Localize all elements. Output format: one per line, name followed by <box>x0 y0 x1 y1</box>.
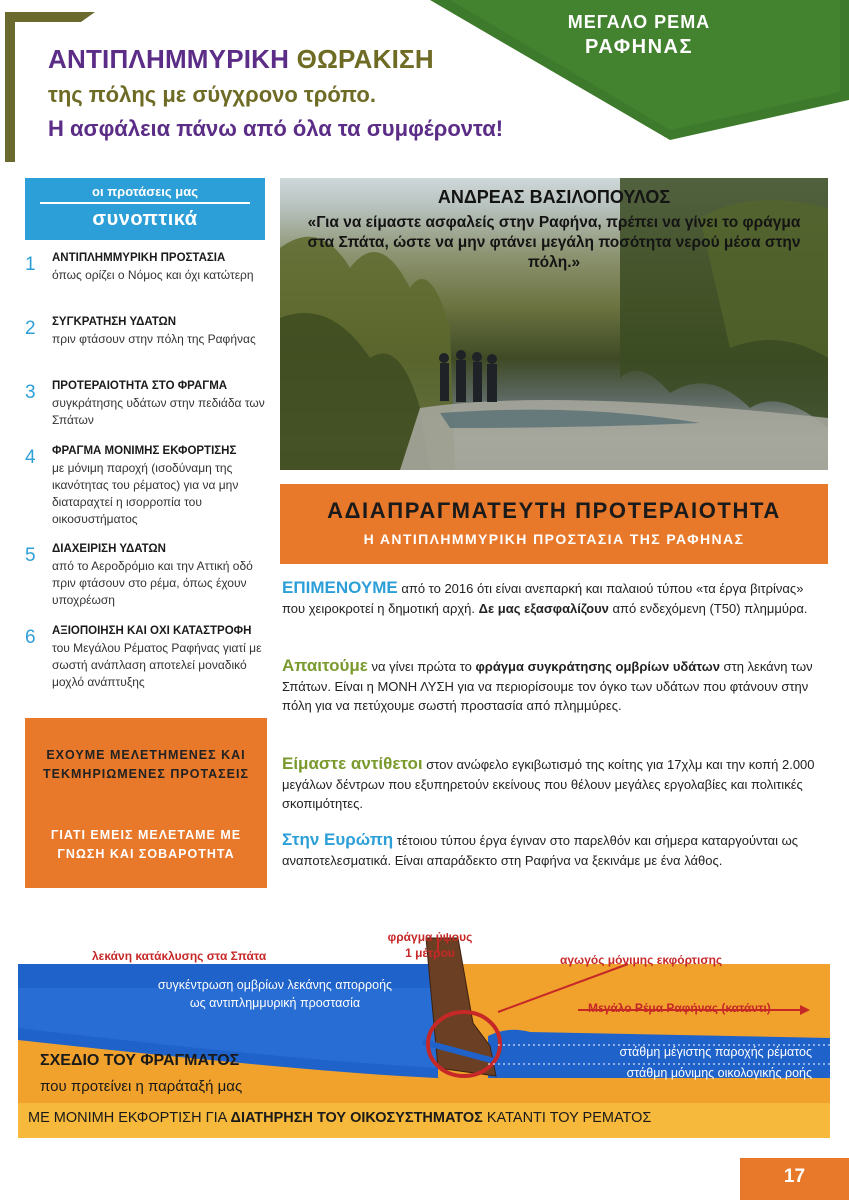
quote-author: ΑΝΔΡΕΑΣ ΒΑΣΙΛΟΠΟΥΛΟΣ <box>437 187 671 207</box>
banner-line1: ΜΕΓΑΛΟ ΡΕΜΑ <box>567 12 711 32</box>
priority-title: ΑΔΙΑΠΡΑΓΜΑΤΕΥΤΗ ΠΡΟΤΕΡΑΙΟΤΗΤΑ <box>327 498 781 523</box>
item-description: συγκράτησης υδάτων στην πεδιάδα των Σπάτων <box>52 396 265 427</box>
concentration-text: συγκέντρωση ομβρίων λεκάνης απορροής <box>157 978 393 992</box>
paragraph-text-2: από ενδεχόμενη (Τ50) πλημμύρα. <box>608 600 808 616</box>
paragraph-text: τέτοιου τύπου έργα έγιναν στο παρελθόν και σήμερα καταργούνται ως αναποτελεσματικά. Είναι απαράδεκτο στη Ραφήνα να ξεκινάμε με ένα λάθος. <box>282 833 799 868</box>
caption-pre: ΜΕ ΜΟΝΙΜΗ ΕΚΦΟΡΤΙΣΗ ΓΙΑ <box>28 1110 231 1126</box>
dam-height-label-2: 1 μέτρου <box>405 946 455 960</box>
paragraph-text: να γίνει πρώτα το <box>367 659 476 674</box>
priority-banner <box>280 484 828 564</box>
outlet-label: αγωγός μόνιμης εκφόρτισης <box>560 953 723 967</box>
plan-title: ΣΧΕΔΙΟ ΤΟΥ ΦΡΑΓΜΑΤΟΣ <box>40 1052 240 1069</box>
item-title: ΠΡΟΤΕΡΑΙΟΤΗΤΑ ΣΤΟ ΦΡΑΓΜΑ <box>52 380 228 392</box>
subtitle-2: Η ασφάλεια πάνω από όλα τα συμφέροντα! <box>48 116 504 141</box>
item-title: ΔΙΑΧΕΙΡΙΣΗ ΥΔΑΤΩΝ <box>52 543 166 555</box>
paragraph <box>282 830 822 870</box>
proposal-item <box>25 380 270 430</box>
item-title: ΑΞΙΟΠΟΙΗΣΗ ΚΑΙ ΟΧΙ ΚΑΤΑΣΤΡΟΦΗ <box>52 625 252 637</box>
page-title <box>48 44 434 75</box>
max-level-label: στάθμη μέγιστης παροχής ρέματος <box>619 1045 812 1059</box>
corner-bracket-top <box>5 12 81 22</box>
bottom-caption <box>28 1110 818 1126</box>
proposals-subheading: συνοπτικά <box>92 208 198 230</box>
item-title: ΣΥΓΚΡΑΤΗΣΗ ΥΔΑΤΩΝ <box>52 316 177 328</box>
item-number: 1 <box>25 254 36 275</box>
callout-text-2: ΓΙΑΤΙ ΕΜΕΙΣ ΜΕΛΕΤΑΜΕ ΜΕ ΓΝΩΣΗ ΚΑΙ ΣΟΒΑΡΟΤΗΤΑ <box>50 828 242 861</box>
caption-bold: ΔΙΑΤΗΡΗΣΗ ΤΟΥ ΟΙΚΟΣΥΣΤΗΜΑΤΟΣ <box>230 1110 483 1126</box>
item-description: με μόνιμη παροχή (ισοδύναμη της ικανότητας του ρέματος) για να μην διαταραχτεί η ισορροπία του οικοσυστήματος <box>52 461 239 526</box>
paragraph-emphasis: φράγμα συγκράτησης ομβρίων υδάτων <box>475 659 720 674</box>
corner-bracket-left <box>5 12 15 162</box>
paragraph-emphasis: Δε μας εξασφαλίζουν <box>478 600 609 616</box>
item-description: του Μεγάλου Ρέματος Ραφήνας γιατί με σωστή ανάπλαση αποτελεί μοναδικό μοχλό ανάπτυξης <box>52 641 262 689</box>
item-description: όπως ορίζει ο Νόμος και όχι κατώτερη <box>52 268 254 282</box>
item-number: 6 <box>25 627 36 648</box>
paragraph-lead: Είμαστε αντίθετοι <box>282 754 423 773</box>
corner-bracket-tip <box>81 12 95 22</box>
item-number: 2 <box>25 318 36 339</box>
item-number: 4 <box>25 447 36 468</box>
proposals-divider <box>40 202 250 204</box>
proposal-item <box>25 445 270 529</box>
proposal-item <box>25 316 270 366</box>
basin-label: λεκάνη κατάκλυσης στα Σπάτα <box>92 949 267 963</box>
item-number: 5 <box>25 545 36 566</box>
priority-subtitle: Η ΑΝΤΙΠΛΗΜΜΥΡΙΚΗ ΠΡΟΣΤΑΣΙΑ ΤΗΣ ΡΑΦΗΝΑΣ <box>363 531 745 547</box>
dam-height-label: φράγμα ύψους <box>387 930 473 944</box>
eco-level-label: στάθμη μόνιμης οικολογικής ροής <box>626 1066 812 1080</box>
paragraph-text: στον ανώφελο εγκιβωτισμό της κοίτης για 17χλμ και την κοπή 2.000 μεγάλων δέντρων που εξυπηρετούν εκείνους που θέλουν μεγάλες εργολαβίες και πολιτικές σκοπιμότητες. <box>282 757 815 811</box>
proposal-item <box>25 252 270 302</box>
item-number: 3 <box>25 382 36 403</box>
item-title: ΑΝΤΙΠΛΗΜΜΥΡΙΚΗ ΠΡΟΣΤΑΣΙΑ <box>52 252 226 264</box>
banner-line2: ΡΑΦΗΝΑΣ <box>584 36 693 58</box>
title-part1: ΑΝΤΙΠΛΗΜΜΥΡΙΚΗ <box>48 44 290 74</box>
paragraph-lead: Στην Ευρώπη <box>282 830 394 849</box>
proposal-item <box>25 625 270 693</box>
paragraph-lead: ΕΠΙΜΕΝΟΥΜΕ <box>282 578 398 597</box>
item-description: από το Αεροδρόμιο και την Αττική οδό πριν φτάσουν στο ρέμα, όπως έχουν υποχρέωση <box>52 559 253 607</box>
quote-text: «Για να είμαστε ασφαλείς στην Ραφήνα, πρέπει να γίνει το φράγμα στα Σπάτα, ώστε να μην φτάνει μεγάλη ποσότητα νερού μέσα στην πόλη.» <box>307 214 801 271</box>
paragraph <box>282 578 822 618</box>
proposals-heading: οι προτάσεις μας <box>92 184 198 199</box>
paragraph-lead: Απαιτούμε <box>282 656 368 675</box>
paragraph-text: από το 2016 ότι είναι ανεπαρκή και παλαιού τύπου «τα έργα βιτρίνας» που χειροκροτεί η δημοτική αρχή. <box>282 581 804 616</box>
proposal-item <box>25 543 270 611</box>
stream-label: Μεγάλο Ρέμα Ραφήνας (κατάντι) <box>588 1001 771 1015</box>
protection-text: ως αντιπλημμυρική προστασία <box>189 996 361 1010</box>
page-number: 17 <box>783 1166 806 1187</box>
subtitle-1: της πόλης με σύγχρονο τρόπο. <box>48 82 376 107</box>
caption-post: ΚΑΤΑΝΤΙ ΤΟΥ ΡΕΜΑΤΟΣ <box>482 1110 652 1126</box>
callout-text-1: ΕΧΟΥΜΕ ΜΕΛΕΤΗΜΕΝΕΣ ΚΑΙ ΤΕΚΜΗΡΙΩΜΕΝΕΣ ΠΡΟΤΑΣΕΙΣ <box>43 748 249 781</box>
item-title: ΦΡΑΓΜΑ ΜΟΝΙΜΗΣ ΕΚΦΟΡΤΙΣΗΣ <box>52 445 237 457</box>
paragraph <box>282 754 822 814</box>
item-description: πριν φτάσουν στην πόλη της Ραφήνας <box>52 332 256 346</box>
paragraph-text-2: στη λεκάνη των Σπάτων. Είναι η ΜΟΝΗ ΛΥΣΗ για να περιορίσουμε τον όγκο των υδάτων που φτάνουν στην πόλη για να πετύχουμε σωστή προστασία από πλημμύρες. <box>282 659 813 713</box>
paragraph <box>282 656 822 716</box>
title-part2: ΘΩΡΑΚΙΣΗ <box>296 44 434 74</box>
plan-subtitle: που προτείνει η παράταξή μας <box>40 1078 243 1095</box>
